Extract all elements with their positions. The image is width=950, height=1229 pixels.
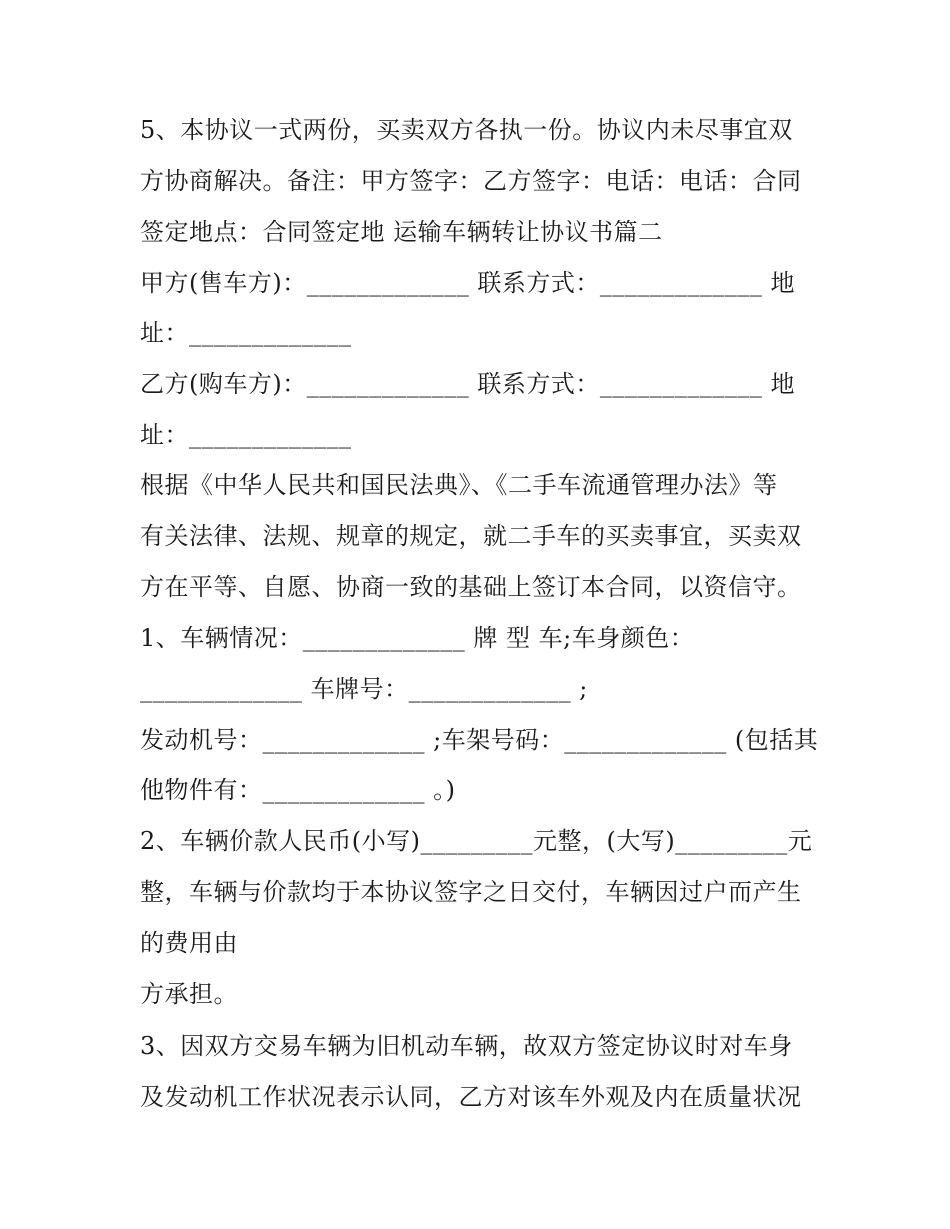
buyer-info-line: 乙方(购车方)：_____________ 联系方式：_____________ 地: [140, 370, 795, 398]
text-line: 签定地点：合同签定地 运输车辆转让协议书篇二: [140, 218, 663, 246]
seller-info-line: 甲方(售车方)：_____________ 联系方式：_____________ 地: [140, 269, 795, 297]
vehicle-info-line: 1、车辆情况：_____________ 牌 型 车;车身颜色：: [140, 624, 695, 652]
price-line: 2、车辆价款人民币(小写)_________元整，(大写)_________元: [140, 827, 813, 855]
text-line: 5、本协议一式两份，买卖双方各执一份。协议内未尽事宜双: [140, 116, 793, 144]
vehicle-plate-line: _____________ 车牌号：_____________ ;: [140, 675, 588, 703]
text-line: 的费用由: [140, 929, 238, 957]
buyer-address-line: 址：_____________: [140, 421, 352, 449]
text-line: 根据《中华人民共和国民法典》、《二手车流通管理办法》等: [140, 471, 778, 499]
text-line: 整，车辆与价款均于本协议签字之日交付，车辆因过户而产生: [140, 878, 802, 906]
text-line: 方协商解决。备注：甲方签字：乙方签字：电话：电话：合同: [140, 167, 802, 195]
text-line: 方在平等、自愿、协商一致的基础上签订本合同，以资信守。: [140, 573, 802, 601]
engine-number-line: 发动机号：_____________ ;车架号码：_____________ (包括其: [140, 726, 819, 754]
text-line: 方承担。: [140, 980, 238, 1008]
text-line: 及发动机工作状况表示认同，乙方对该车外观及内在质量状况: [140, 1083, 802, 1111]
seller-address-line: 址：_____________: [140, 319, 352, 347]
text-line: 有关法律、法规、规章的规定，就二手车的买卖事宜，买卖双: [140, 522, 802, 550]
text-line: 3、因双方交易车辆为旧机动车辆，故双方签定协议时对车身: [140, 1032, 793, 1060]
accessories-line: 他物件有：_____________ 。): [140, 776, 456, 804]
